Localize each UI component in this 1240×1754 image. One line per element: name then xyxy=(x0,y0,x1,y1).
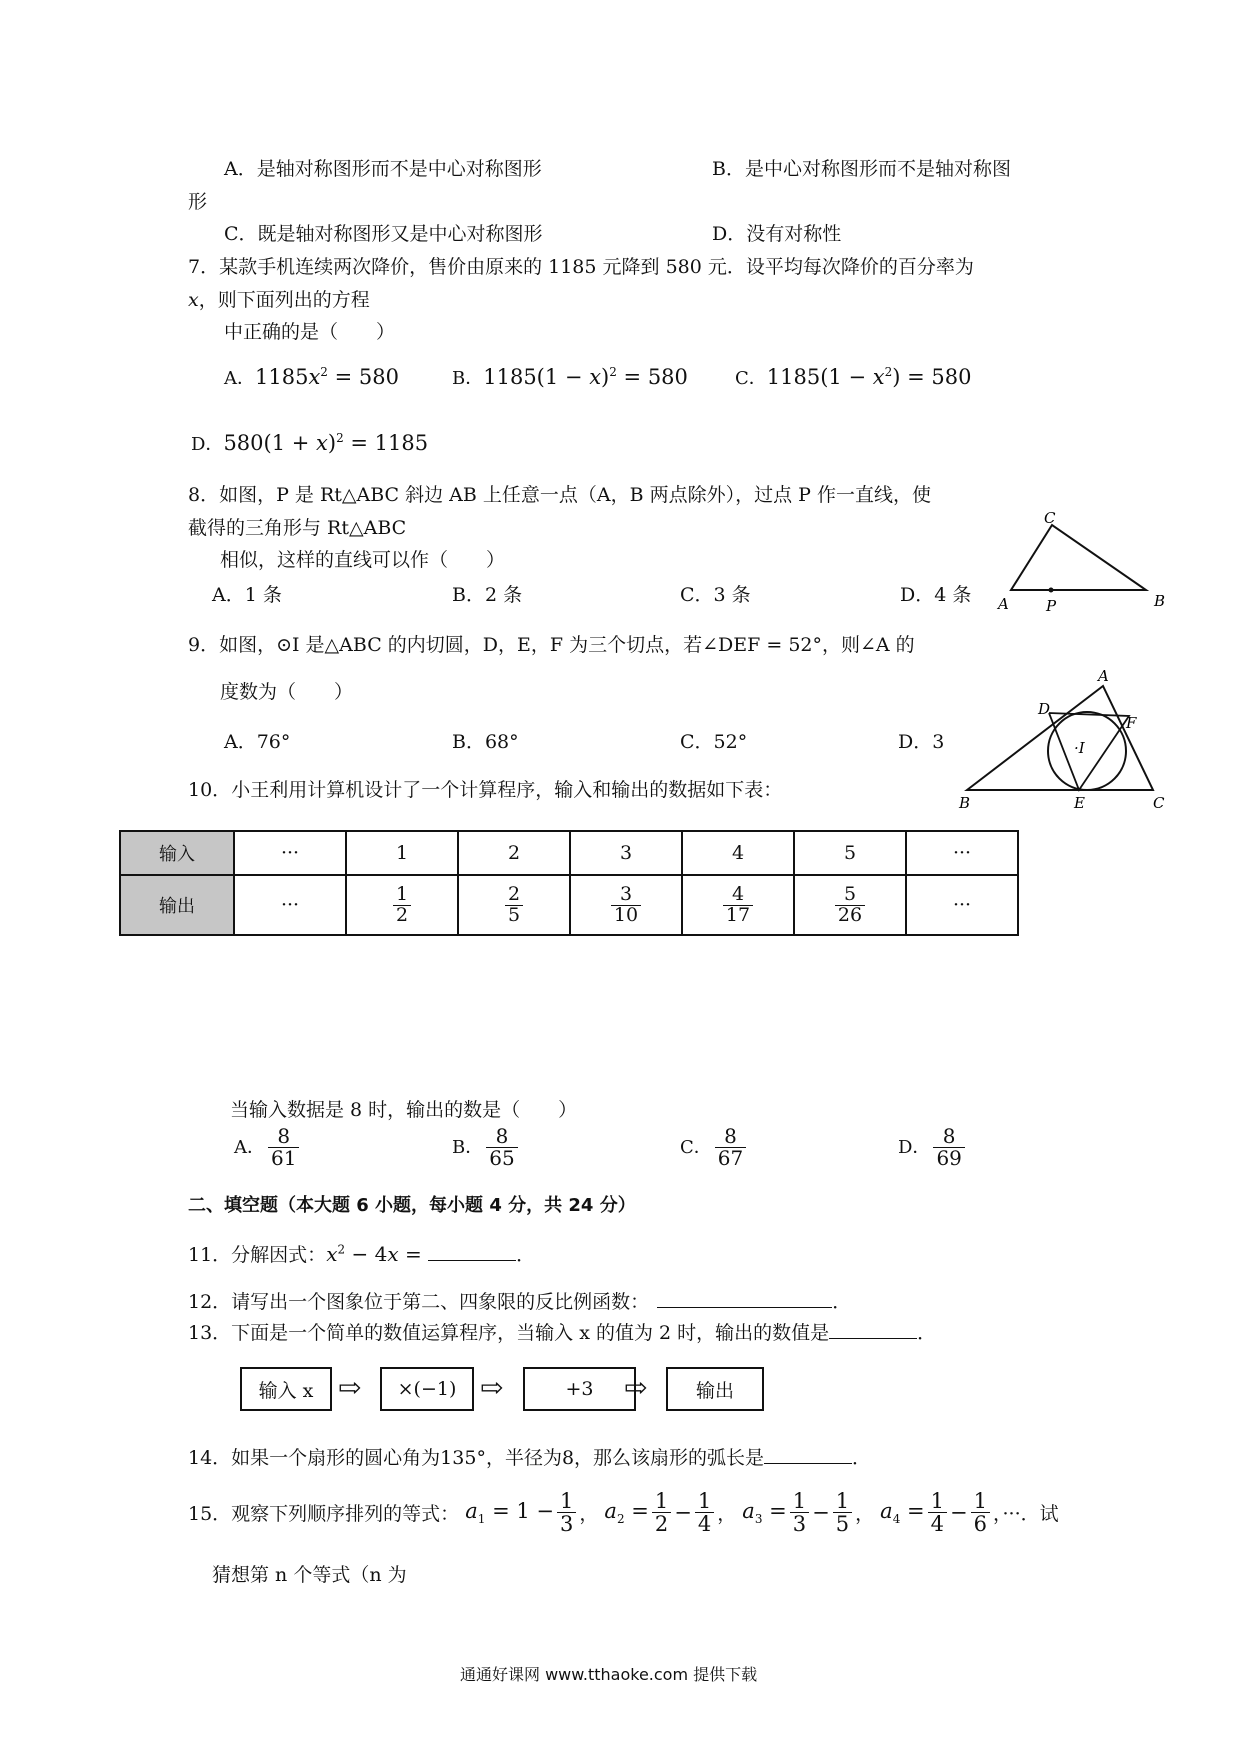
q9-stem-line-1: 9．如图，⊙I 是△ABC 的内切圆，D，E，F 为三个切点，若∠DEF = 52°，则∠A 的 xyxy=(188,634,915,656)
table-row-output xyxy=(120,875,1018,935)
q15-line-2: 猜想第 n 个等式（n 为 xyxy=(212,1564,407,1586)
table-cell-output: $\frac{5}{26}$ xyxy=(794,875,906,935)
table-cell-input: 3 xyxy=(570,831,682,875)
q6-option-d: D．没有对称性 xyxy=(712,223,842,245)
q11-line: 11．分解因式：$x^2 - 4x$ = ． xyxy=(188,1242,536,1266)
q15-line: 15．观察下列顺序排列的等式： $a_1 = 1$ − $\frac{1}{3}$ ， $a_2$ = $\frac{1}{2}$ − $\frac{1}{4}$ ， $a_3$ = $\frac{1}{3}$ − $\frac{1}{5}$ ， $a_4$ = $\frac{1}{4}$ − $\frac{1}{6}$ ，···．试 xyxy=(188,1489,1059,1537)
q10-io-table xyxy=(119,830,1019,936)
q8-stem-line-3: 相似，这样的直线可以作（ ） xyxy=(220,549,506,571)
q8-option-c: C．3 条 xyxy=(680,584,751,606)
q7-stem-text: 某款手机连续两次降价，售价由原来的 1185 元降到 580 元．设平均每次降价的百分率为 xyxy=(219,256,974,278)
q14-answer-blank[interactable] xyxy=(764,1445,852,1464)
table-cell-output: $\frac{3}{10}$ xyxy=(570,875,682,935)
page-footer: 通通好课网 www.tthaoke.com 提供下载 xyxy=(460,1665,758,1684)
q10-option-b: B． $\frac{8}{65}$ xyxy=(452,1126,521,1169)
table-cell-ellipsis: ··· xyxy=(234,831,346,875)
q7-option-c: C．$1185(1 - x^2) = 580$ xyxy=(735,365,972,389)
q9-label-f: F xyxy=(1126,714,1137,732)
q9-label-e: E xyxy=(1074,794,1085,812)
q6-option-b-wrap: 形 xyxy=(188,191,208,213)
q13-line: 13．下面是一个简单的数值运算程序，当输入 x 的值为 2 时，输出的数值是 ． xyxy=(188,1322,937,1344)
q7-option-b: B．$1185(1 - x)^2 = 580$ xyxy=(452,365,688,389)
table-header-input: 输入 xyxy=(120,831,234,875)
q8-option-d: D．4 条 xyxy=(900,584,972,606)
table-cell-output: $\frac{4}{17}$ xyxy=(682,875,794,935)
q7-stem-text-2: ，则下面列出的方程 xyxy=(198,289,370,311)
q13-flow-multiply-box: ×(−1) xyxy=(380,1367,474,1411)
q9-option-d: D．3 xyxy=(898,731,945,753)
table-cell-ellipsis: ··· xyxy=(234,875,346,935)
q10-question: 当输入数据是 8 时，输出的数是（ ） xyxy=(230,1099,578,1121)
q13-flow-output-box: 输出 xyxy=(666,1367,764,1411)
table-cell-input: 4 xyxy=(682,831,794,875)
q7-option-d: D．$580(1 + x)^2 = 1185$ xyxy=(191,431,429,455)
q8-triangle-figure xyxy=(996,512,1176,612)
q8-option-b: B．2 条 xyxy=(452,584,523,606)
q9-label-d: D xyxy=(1038,700,1051,718)
q7-option-a: A．$1185x^2 = 580$ xyxy=(224,365,399,389)
table-cell-input: 2 xyxy=(458,831,570,875)
flow-arrow-icon: ⇨ xyxy=(480,1371,504,1404)
q8-option-a: A．1 条 xyxy=(212,584,282,606)
q9-label-i: ·I xyxy=(1074,739,1085,757)
q7-number: 7． xyxy=(188,256,220,278)
q11-answer-blank[interactable] xyxy=(428,1242,516,1261)
q10-option-c: C． $\frac{8}{67}$ xyxy=(680,1126,749,1169)
q9-label-b: B xyxy=(959,794,971,812)
q8-stem-line-1: 8．如图，P 是 Rt△ABC 斜边 AB 上任意一点（A，B 两点除外），过点 P 作一直线，使 xyxy=(188,484,931,506)
table-header-output: 输出 xyxy=(120,875,234,935)
q8-label-p: P xyxy=(1046,597,1057,612)
q10-stem: 10．小王利用计算机设计了一个计算程序，输入和输出的数据如下表： xyxy=(188,779,783,801)
table-cell-ellipsis: ··· xyxy=(906,831,1018,875)
q6-option-b: B．是中心对称图形而不是轴对称图 xyxy=(712,158,1011,180)
q12-answer-blank[interactable] xyxy=(657,1289,832,1308)
q6-option-a: A．是轴对称图形而不是中心对称图形 xyxy=(224,158,542,180)
section-2-title: 二、填空题（本大题 6 小题，每小题 4 分，共 24 分） xyxy=(188,1195,636,1216)
q9-option-b: B．68° xyxy=(452,731,519,753)
q9-label-a: A xyxy=(1098,668,1109,685)
flow-arrow-icon: ⇨ xyxy=(338,1371,362,1404)
q8-label-a: A xyxy=(998,595,1009,612)
q9-option-a: A．76° xyxy=(224,731,291,753)
q9-label-c: C xyxy=(1153,794,1165,812)
q6-option-c: C．既是轴对称图形又是中心对称图形 xyxy=(224,223,543,245)
q8-label-b: B xyxy=(1154,592,1166,610)
q9-incircle-figure xyxy=(955,668,1170,813)
q13-flow-add-box: +3 xyxy=(523,1367,636,1411)
q10-option-d: D． $\frac{8}{69}$ xyxy=(898,1126,968,1169)
table-cell-input: 1 xyxy=(346,831,458,875)
q9-option-c: C．52° xyxy=(680,731,748,753)
q7-variable: x xyxy=(188,289,199,311)
q13-flow-input-box: 输入 x xyxy=(240,1367,332,1411)
table-row-input xyxy=(120,831,1018,875)
table-cell-input: 5 xyxy=(794,831,906,875)
q7-stem-line-2 xyxy=(188,285,370,312)
q14-line: 14．如果一个扇形的圆心角为135°，半径为8，那么该扇形的弧长是 ． xyxy=(188,1447,872,1469)
table-cell-output: $\frac{1}{2}$ xyxy=(346,875,458,935)
q8-stem-line-2: 截得的三角形与 Rt△ABC xyxy=(188,517,407,539)
flow-arrow-icon: ⇨ xyxy=(624,1371,648,1404)
q7-stem-line-1 xyxy=(188,252,974,279)
q10-option-a: A． $\frac{8}{61}$ xyxy=(234,1126,302,1169)
table-cell-output: $\frac{2}{5}$ xyxy=(458,875,570,935)
q9-stem-line-2: 度数为（ ） xyxy=(220,681,354,703)
q13-answer-blank[interactable] xyxy=(829,1320,917,1339)
table-cell-ellipsis: ··· xyxy=(906,875,1018,935)
q7-stem-line-3: 中正确的是（ ） xyxy=(224,321,396,343)
q12-line: 12．请写出一个图象位于第二、四象限的反比例函数： ． xyxy=(188,1291,852,1313)
q8-label-c: C xyxy=(1044,512,1056,527)
